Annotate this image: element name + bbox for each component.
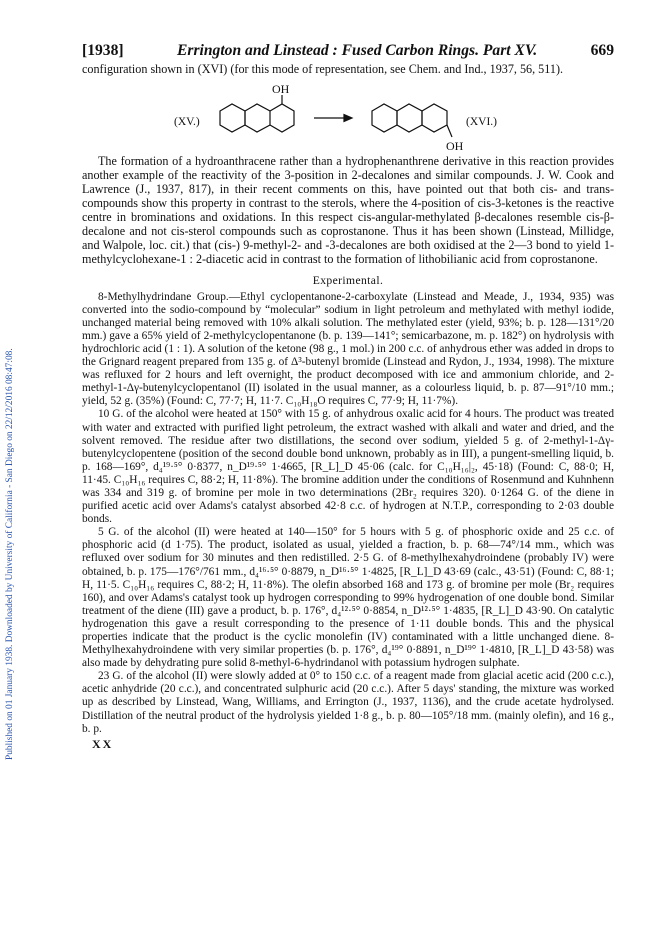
experimental-paragraph-2: 10 G. of the alcohol were heated at 150° with 15 g. of anhydrous oxalic acid for 4 hours. The product was treated with water and extracted with purified light petroleum, the extract washed with alkali and water and dried, and the solvent removed. The residue after two distillations, the second over sodium, yielded 5 g. of 2-methyl-1-Δγ-butenylcyclopentene (position of the second double bond unknown, probably as in III), a pungent-smelling liquid, b. p. 168—169°, d₄¹⁹·⁵° 0·8377, n_D¹⁹·⁵° 1·4665, [R_L]_D 45·06 (calc. for C₁₀H₁₆|₂, 45·18) (Found: C, 88·0; H, 11·45. C₁₀H₁₆ requires C, 88·2; H, 11·8%). The bromine addition under the conditions of Rosenmund and Kuhnhenn was 334 and 319 g. of bromine per mole in two determinations (2Br₂ requires 320). 0·1264 G. of the diene in purified acetic acid over Adams's catalyst absorbed 42·8 c.c. of hydrogen at N.T.P., corresponding to 2·03 double bonds.: [82, 408, 614, 526]
label-xvi: (XVI.): [466, 115, 497, 128]
header-year: [1938]: [82, 42, 124, 59]
signature-mark: XX: [92, 736, 114, 751]
header-page-number: 669: [590, 42, 614, 59]
download-watermark: [4, 160, 18, 760]
reaction-arrow: [314, 114, 352, 121]
intro-paragraph: configuration shown in (XVI) (for this mode of representation, see Chem. and Ind., 1937, 56, 511).: [82, 62, 564, 76]
header-title: Errington and Linstead : Fused Carbon Rings. Part XV.: [176, 42, 538, 59]
structure-figure: [82, 77, 614, 155]
experimental-paragraph-1: 8-Methylhydrindane Group.—Ethyl cyclopentanone-2-carboxylate (Linstead and Meade, J., 1934, 935) was converted into the sodio-compound by “molecular” sodium in light petroleum and methylated with methyl iodide, unchanged material being removed with 10% alkali solution. The methylated ester (yield, 93%; b. p. 128—131°/20 mm.) gave a 65% yield of 2-methylcyclopentanone (b. p. 139—141°; semicarbazone, m. p. 182°) on hydrolysis with hydrochloric acid (1 : 1). A solution of the ketone (98 g., 1 mol.) in 200 c.c. of anhydrous ether was added in drops to the Grignard reagent prepared from 135 g. of Δ³-butenyl bromide (Linstead and Rydon, J., 1934, 1998). The mixture was refluxed for 2 hours and left overnight, the product decomposed with ice and ammonium chloride, and 2-methyl-1-Δγ-butenylcyclopentanol (II) isolated in the usual manner, as a colourless liquid, b. p. 87—91°/10 mm.; yield, 52 g. (35%) (Found: C, 77·7; H, 11·7. C₁₀H₁₈O requires C, 77·9; H, 11·7%).: [82, 290, 614, 408]
running-header: [82, 42, 614, 60]
section-heading-experimental: Experimental.: [312, 273, 384, 287]
page-body: [82, 42, 614, 752]
download-watermark-text: Published on 01 January 1938. Downloaded by University of California - San Diego on 22/12/2016 08:47:08.: [5, 348, 15, 760]
experimental-paragraph-4: 23 G. of the alcohol (II) were slowly added at 0° to 150 c.c. of a reagent made from glacial acetic acid (200 c.c.), acetic anhydride (20 c.c.), and concentrated sulphuric acid (20 c.c.). After 5 days' standing, the mixture was worked up as described by Linstead, Wang, Williams, and Errington (J., 1937, 1136), and the crude acetate hydrolysed. Distillation of the neutral product of the hydrolysis yielded 1·8 g., b. p. 80—105°/18 mm. (mainly olefin), and 16 g., b. p.: [82, 670, 614, 735]
structure-xvi: [372, 104, 452, 137]
oh-top: OH: [272, 81, 290, 96]
reaction-scheme: [82, 77, 614, 155]
label-xv: (XV.): [174, 115, 200, 128]
discussion-paragraph: The formation of a hydroanthracene rather than a hydrophenanthrene derivative in this reaction provides another example of the reactivity of the 3-position in 2-decalones and similar compounds. J. W. Cook and Lawrence (J., 1937, 817), in their recent comments on this, have pointed out that both cis- and trans-compounds show this property in contrast to the sterols, where the 4-position of cis-3-ketones is the reactive centre in brominations and oxidations. In this respect cis-angular-methylated β-decalones resemble cis-β-decalone and not cis-sterol compounds such as coprostanone. Thus it has been shown (Linstead, Millidge, and Walpole, loc. cit.) that (cis-) 9-methyl-2- and -3-decalones are both oxidised at the 2—3 bond to yield 1-methylcyclohexane-1 : 2-diacetic acid in contrast to the formation of lithobilianic acid from coprostanone.: [82, 153, 614, 266]
oh-bottom: OH: [446, 138, 464, 153]
structure-xv: [220, 95, 294, 132]
experimental-paragraph-3: 5 G. of the alcohol (II) were heated at 140—150° for 5 hours with 5 g. of phosphoric oxide and 25 c.c. of phosphoric acid (d 1·75). The product, isolated as usual, yielded a fraction, b. p. 68—74°/14 mm., which was refluxed over sodium for 30 minutes and then redistilled. 2·5 G. of 8-methylhexahydroindene (probably IV) were obtained, b. p. 175—176°/761 mm., d₄¹⁶·⁵° 0·8879, n_D¹⁶·⁵° 1·4825, [R_L]_D 43·69 (calc., 43·51) (Found: C, 88·1; H, 11·5. C₁₀H₁₆ requires C, 88·2; H, 11·8%). The olefin absorbed 168 and 173 g. of bromine per mole (Br₂ requires 160), and over Adams's catalyst took up hydrogen corresponding to 99% hydrogenation of one double bond. Similar treatment of the diene (III) gave a product, b. p. 176°, d₄¹²·⁵° 0·8854, n_D¹²·⁵° 1·4835, [R_L]_D 43·90. On catalytic hydrogenation this gave a result corresponding to the presence of 1·11 double bonds. This and the physical properties indicate that the product is the cyclic monolefin (IV) contaminated with a little unchanged diene. 8-Methylhexahydroindene with very similar properties (b. p. 176°, d₄¹⁹° 0·8891, n_D¹⁹° 1·4810, [R_L]_D 43·58) was also made by dehydrating pure solid 8-methyl-6-hydrindanol with potassium hydrogen sulphate.: [82, 526, 614, 670]
